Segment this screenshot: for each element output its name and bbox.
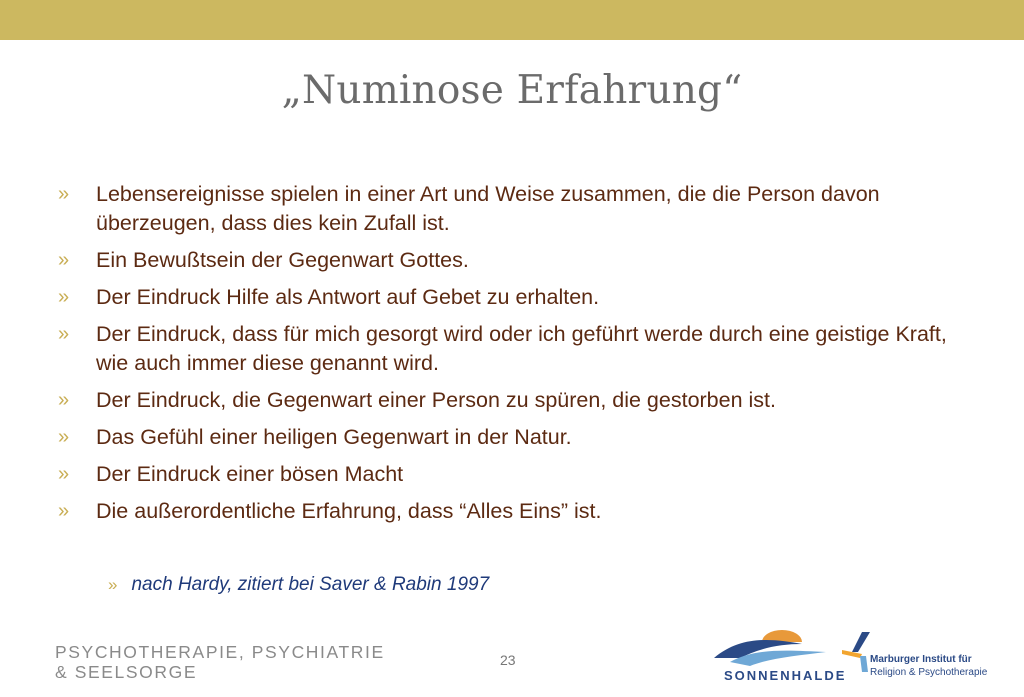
bullet-marker: »: [108, 575, 118, 594]
bullet-marker: »: [58, 500, 70, 522]
footer-line-2: & SEELSORGE: [55, 662, 198, 682]
list-item: [56, 180, 976, 238]
bullet-marker: »: [58, 323, 70, 345]
sonnenhalde-name: SONNENHALDE: [724, 668, 847, 683]
bullet-marker: »: [58, 463, 70, 485]
list-item: [56, 283, 976, 312]
source-text: nach Hardy, zitiert bei Saver & Rabin 1997: [131, 574, 490, 595]
source-citation: [108, 574, 489, 596]
bullet-text: Lebensereignisse spielen in einer Art und Weise zusammen, die die Person davon überzeugen, dass dies kein Zufall ist.: [96, 182, 880, 235]
slide-title: „Numinose Erfahrung“: [281, 68, 743, 113]
bullet-marker: »: [58, 426, 70, 448]
bullet-list: [56, 180, 976, 534]
page-number: 23: [500, 652, 516, 668]
bullet-text: Ein Bewußtsein der Gegenwart Gottes.: [96, 248, 469, 272]
bullet-text: Das Gefühl einer heiligen Gegenwart in der Natur.: [96, 425, 572, 449]
list-item: [56, 246, 976, 275]
bullet-text: Die außerordentliche Erfahrung, dass “Alles Eins” ist.: [96, 499, 602, 523]
bullet-marker: »: [58, 249, 70, 271]
bullet-text: Der Eindruck Hilfe als Antwort auf Gebet zu erhalten.: [96, 285, 600, 309]
list-item: [56, 460, 976, 489]
footer-line-1: PSYCHOTHERAPIE, PSYCHIATRIE: [55, 642, 385, 662]
sonnenhalde-logo-icon: [710, 628, 830, 668]
bullet-marker: »: [58, 389, 70, 411]
list-item: [56, 386, 976, 415]
sonnenhalde-logo: [710, 628, 847, 686]
marburg-name-line-2: Religion & Psychotherapie: [870, 667, 988, 678]
bullet-text: Der Eindruck, dass für mich gesorgt wird oder ich geführt werde durch eine geistige Kraft, wie auch immer diese genannt wird.: [96, 322, 947, 375]
bullet-marker: »: [58, 286, 70, 308]
list-item: [56, 320, 976, 378]
list-item: [56, 497, 976, 526]
bullet-text: Der Eindruck, die Gegenwart einer Person zu spüren, die gestorben ist.: [96, 388, 777, 412]
top-color-bar: [0, 0, 1024, 40]
marburg-name-line-1: Marburger Institut für: [870, 654, 972, 665]
bullet-text: Der Eindruck einer bösen Macht: [96, 462, 404, 486]
list-item: [56, 423, 976, 452]
footer-department: [55, 642, 385, 682]
bullet-marker: »: [58, 183, 70, 205]
marburg-institute-logo: [840, 628, 1020, 686]
